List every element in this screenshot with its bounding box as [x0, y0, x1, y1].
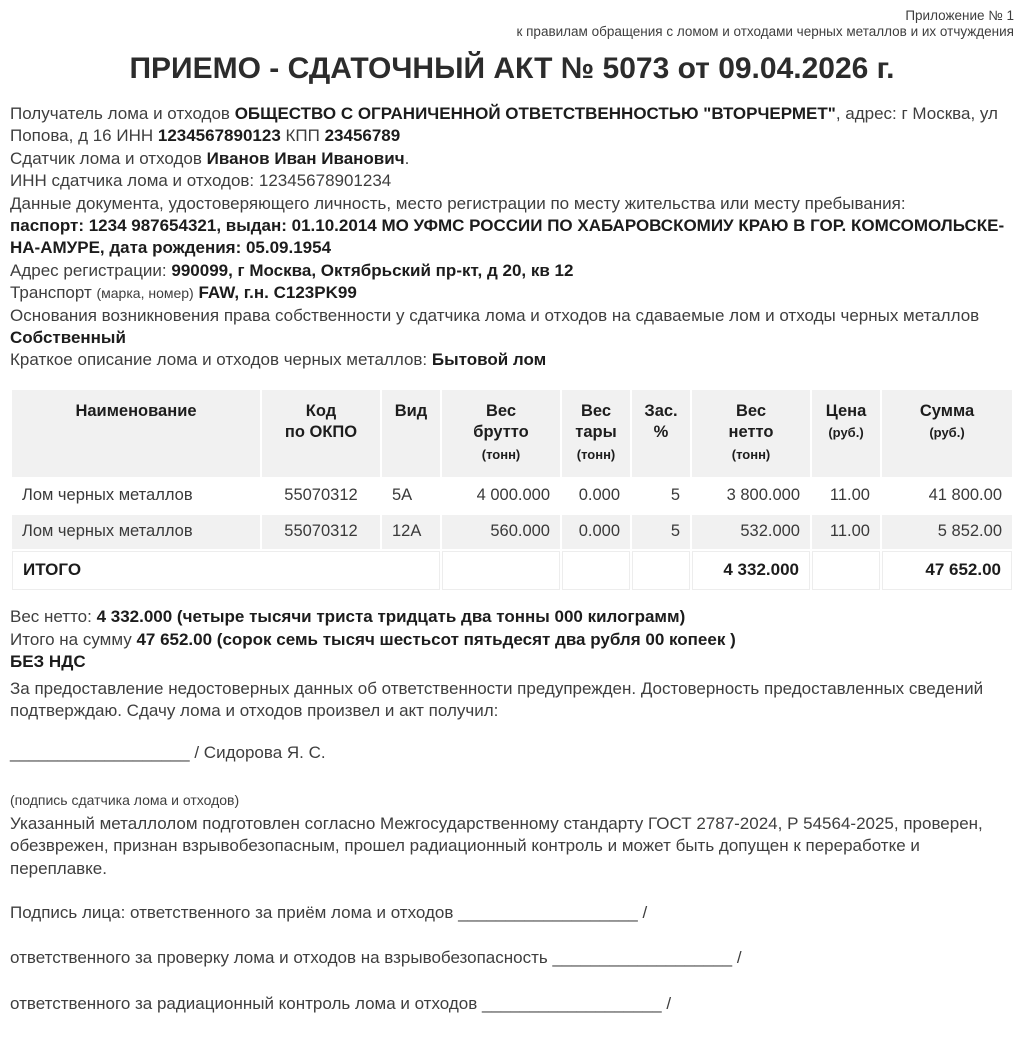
- ownership-line: [10, 305, 1014, 350]
- deliverer-inn-line: [10, 170, 1014, 192]
- header-cell-line: (руб.): [828, 425, 864, 441]
- sign-explosive-check-line: [10, 947, 1014, 969]
- items-table: [10, 388, 1014, 593]
- text-segment: 4 332.000 (четыре тысячи триста тридцать два тонны 000 килограмм): [96, 607, 686, 627]
- appendix-line-1: Приложение № 1: [905, 8, 1014, 23]
- header-cell-line: (тонн): [481, 446, 521, 462]
- header-cell-4: [562, 390, 630, 478]
- text-segment: Получатель лома и отходов: [10, 104, 235, 123]
- description-line: [10, 349, 1014, 371]
- text-segment: ОБЩЕСТВО С ОГРАНИЧЕННОЙ ОТВЕТСТВЕННОСТЬЮ "ВТОРЧЕРМЕТ": [234, 104, 836, 123]
- header-cell-5: [632, 390, 690, 478]
- table-cell: Лом черных металлов: [12, 479, 260, 513]
- table-cell: 0.000: [562, 479, 630, 513]
- totals-empty-cell: [632, 551, 690, 590]
- sign-radiation-check-line: [10, 993, 1014, 1015]
- text-segment: , адрес: г Москва, ул Попова, д 16 ИНН: [10, 104, 998, 146]
- text-segment: ответственного за радиационный контроль лома и отходов ___________________ /: [10, 993, 672, 1013]
- table-cell: 5А: [382, 479, 440, 513]
- table-cell: 55070312: [262, 479, 380, 513]
- header-cell-6: [692, 390, 810, 478]
- header-cell-1: [262, 390, 380, 478]
- appendix-line-2: к правилам обращения с ломом и отходами черных металлов и их отчуждения: [516, 23, 1014, 39]
- text-segment: Сдатчик лома и отходов: [10, 148, 207, 168]
- text-segment: (подпись сдатчика лома и отходов): [10, 791, 240, 808]
- table-row: [12, 515, 1012, 549]
- table-cell: 11.00: [812, 479, 880, 513]
- text-segment: Указанный металлолом подготовлен согласно Межгосударственному стандарту ГОСТ 2787-2024, Р 54564-2025, проверен, обезврежен, признан взрывобезопасным, прошел радиационный контроль и может быть допущен к переработке и переплавке.: [10, 813, 983, 878]
- amount-words-line: [10, 629, 1014, 651]
- table-cell: 0.000: [562, 515, 630, 549]
- text-segment: Вес нетто:: [10, 607, 97, 627]
- passport-line: [10, 215, 1014, 260]
- totals-net-weight: 4 332.000: [692, 551, 810, 590]
- text-segment: 1234567890123: [157, 126, 281, 146]
- text-segment: .: [404, 148, 410, 168]
- header-cell-line: (руб.): [929, 425, 965, 441]
- header-cell-line: (тонн): [576, 446, 616, 462]
- table-cell: 5 852.00: [882, 515, 1012, 549]
- header-cell-line: по ОКПО: [284, 423, 358, 442]
- deliverer-signature-line: [10, 742, 1014, 764]
- text-segment: Иванов Иван Иванович: [206, 148, 405, 168]
- net-weight-words-line: [10, 606, 1014, 628]
- totals-row: [12, 551, 1012, 590]
- header-cell-line: Вид: [394, 401, 428, 420]
- table-cell: 12А: [382, 515, 440, 549]
- text-segment: паспорт: 1234 987654321, выдан: 01.10.2014 МО УФМС РОССИИ ПО ХАБАРОВСКОМИУ КРАЮ В ГОР. КОМСОМОЛЬСКЕ-НА-АМУРЕ, дата рождения: 05.09.1954: [10, 216, 1005, 258]
- transport-line: [10, 282, 1014, 304]
- header-cell-line: Код: [305, 401, 337, 420]
- header-cell-line: Цена: [825, 401, 867, 420]
- table-row: [12, 479, 1012, 513]
- table-cell: 3 800.000: [692, 479, 810, 513]
- text-segment: Основания возникновения права собственности у сдатчика лома и отходов на сдаваемые лом и отходы черных металлов: [10, 305, 980, 325]
- table-cell: 532.000: [692, 515, 810, 549]
- header-cell-7: [812, 390, 880, 478]
- header-cell-line: брутто: [473, 423, 529, 442]
- text-segment: Собственный: [10, 328, 126, 348]
- recipient-line: [10, 103, 1014, 148]
- page-title: ПРИЕМО - СДАТОЧНЫЙ АКТ № 5073 от 09.04.2026 г.: [129, 52, 895, 85]
- table-cell: 4 000.000: [442, 479, 560, 513]
- totals-empty-cell: [812, 551, 880, 590]
- text-segment: ___________________ / Сидорова Я. С.: [10, 743, 326, 763]
- table-cell: 11.00: [812, 515, 880, 549]
- liability-note: [10, 678, 1014, 723]
- vat-note-line: [10, 651, 1014, 673]
- text-segment: ответственного за проверку лома и отходов на взрывобезопасность ___________________ /: [10, 948, 742, 968]
- sign-reception-line: [10, 902, 1014, 924]
- text-segment: ИНН сдатчика лома и отходов: 12345678901234: [10, 171, 392, 191]
- appendix-note: [10, 8, 1014, 39]
- text-segment: Итого на сумму: [10, 629, 137, 649]
- header-cell-line: Вес: [735, 401, 767, 420]
- header-cell-line: тары: [575, 423, 617, 442]
- header-cell-2: [382, 390, 440, 478]
- header-cell-line: %: [653, 423, 669, 442]
- table-cell: 41 800.00: [882, 479, 1012, 513]
- header-cell-line: нетто: [728, 423, 774, 442]
- text-segment: За предоставление недостоверных данных об ответственности предупрежден. Достоверность предоставленных сведений подтверждаю. Сдачу лома и отходов произвел и акт получил:: [10, 678, 984, 720]
- table-header-row: [12, 390, 1012, 478]
- table-cell: 5: [632, 515, 690, 549]
- text-segment: КПП: [280, 126, 325, 146]
- totals-label: ИТОГО: [12, 551, 440, 590]
- totals-empty-cell: [442, 551, 560, 590]
- header-cell-line: Вес: [485, 401, 517, 420]
- text-segment: 47 652.00 (сорок семь тысяч шестьсот пятьдесят два рубля 00 копеек ): [136, 629, 736, 649]
- deliverer-line: [10, 148, 1014, 170]
- text-segment: Транспорт: [10, 283, 97, 303]
- text-segment: FAW, г.н. C123PK99: [198, 283, 357, 303]
- text-segment: 990099, г Москва, Октябрьский пр-кт, д 20, кв 12: [171, 260, 574, 280]
- text-segment: Бытовой лом: [431, 350, 547, 370]
- header-cell-line: Зас.: [644, 401, 678, 420]
- header-cell-line: Вес: [580, 401, 612, 420]
- header-cell-0: [12, 390, 260, 478]
- deliverer-signature-caption: [10, 791, 1014, 809]
- text-segment: Подпись лица: ответственного за приём лома и отходов ___________________ /: [10, 903, 648, 923]
- header-cell-line: (тонн): [731, 446, 771, 462]
- header-cell-3: [442, 390, 560, 478]
- text-segment: (марка, номер): [96, 285, 194, 302]
- text-segment: Адрес регистрации:: [10, 260, 172, 280]
- header-cell-line: Наименование: [75, 401, 197, 420]
- totals-amount: 47 652.00: [882, 551, 1012, 590]
- text-segment: БЕЗ НДС: [10, 652, 86, 672]
- table-cell: 5: [632, 479, 690, 513]
- registration-address-line: [10, 260, 1014, 282]
- text-segment: Краткое описание лома и отходов черных металлов:: [10, 350, 432, 370]
- text-segment: Данные документа, удостоверяющего личность, место регистрации по месту жительства или месту пребывания:: [10, 193, 906, 213]
- gost-note: [10, 813, 1014, 880]
- table-cell: Лом черных металлов: [12, 515, 260, 549]
- header-cell-line: Сумма: [919, 401, 975, 420]
- totals-empty-cell: [562, 551, 630, 590]
- text-segment: 23456789: [324, 126, 401, 146]
- table-cell: 560.000: [442, 515, 560, 549]
- identity-intro-line: [10, 193, 1014, 215]
- header-cell-8: [882, 390, 1012, 478]
- table-cell: 55070312: [262, 515, 380, 549]
